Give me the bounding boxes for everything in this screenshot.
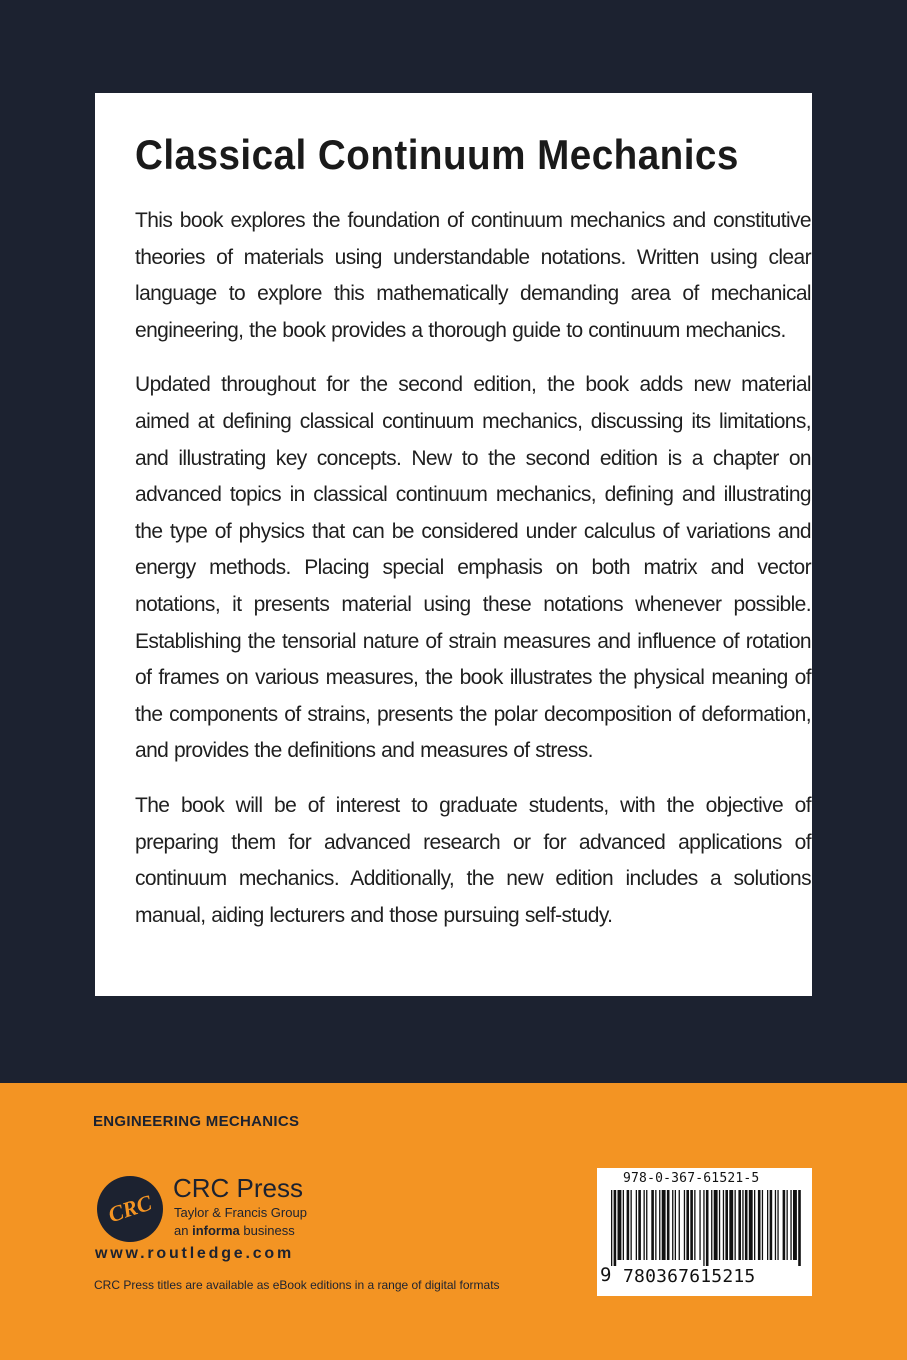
description-paragraph-3: The book will be of interest to graduate students, with the objective of preparing them for advanced research or for advanced applications of continuum mechanics. Additionally, the new edition includes a solutions manual, aiding lecturers and those pursuing self-study.	[135, 793, 811, 927]
description-panel	[95, 93, 812, 996]
barcode-bar	[662, 1190, 666, 1260]
barcode-bar	[798, 1190, 801, 1266]
barcode-bar	[729, 1190, 733, 1260]
barcode-bar	[719, 1190, 720, 1260]
barcode-bar	[646, 1190, 647, 1260]
barcode-bar	[699, 1190, 700, 1260]
barcode-bar	[611, 1190, 612, 1266]
barcode-bar	[631, 1190, 632, 1260]
isbn-barcode	[597, 1168, 812, 1296]
book-description	[135, 203, 811, 952]
business-prefix: an	[174, 1223, 189, 1238]
publisher-website: www.routledge.com	[95, 1245, 295, 1262]
barcode-bar	[735, 1190, 736, 1260]
barcode-bar	[783, 1190, 786, 1260]
barcode-bar	[775, 1190, 776, 1260]
isbn-digit-first: 9	[600, 1264, 612, 1286]
barcode-bar	[723, 1190, 724, 1260]
barcode-bar	[706, 1190, 709, 1266]
barcode-bar	[686, 1190, 689, 1260]
barcode-bar	[767, 1190, 768, 1260]
barcode-bar	[659, 1190, 660, 1260]
barcode-bar	[644, 1190, 645, 1260]
barcode-bars-icon	[611, 1190, 803, 1266]
isbn-label: 978-0-367-61521-5	[623, 1171, 760, 1186]
barcode-bar	[793, 1190, 797, 1260]
barcode-bar	[690, 1190, 693, 1260]
publisher-name: CRC Press	[173, 1173, 304, 1203]
barcode-bar	[667, 1190, 670, 1260]
barcode-bar	[711, 1190, 712, 1260]
barcode-bar	[638, 1190, 641, 1260]
barcode-bar	[762, 1190, 763, 1260]
barcode-bar	[725, 1190, 728, 1260]
subject-category: ENGINEERING MECHANICS	[93, 1113, 300, 1130]
barcode-bar	[754, 1190, 755, 1260]
barcode-bar	[679, 1190, 680, 1260]
barcode-bar	[623, 1190, 624, 1260]
cover-bottom-band	[0, 1083, 907, 1360]
barcode-bar	[777, 1190, 778, 1260]
crc-logo-text: CRC	[105, 1189, 155, 1228]
business-suffix: business	[243, 1223, 295, 1238]
barcode-bar	[742, 1190, 743, 1260]
barcode-bar	[636, 1190, 637, 1260]
barcode-bar	[694, 1190, 695, 1260]
barcode-bar	[714, 1190, 718, 1260]
barcode-bar	[758, 1190, 761, 1260]
barcode-bar	[703, 1190, 704, 1266]
crc-logo-icon	[96, 1175, 164, 1243]
barcode-bar	[614, 1190, 617, 1266]
barcode-bar	[790, 1190, 791, 1260]
barcode-bar	[770, 1190, 773, 1260]
description-paragraph-1: This book explores the foundation of continuum mechanics and constitutive theories of materials using understandable notations. Written using clear language to explore this mathematically demanding area of mechanical engineering, the book provides a thorough guide to continuum mechanics.	[135, 209, 811, 342]
barcode-bar	[738, 1190, 741, 1260]
barcode-bar	[749, 1190, 753, 1260]
barcode-bar	[787, 1190, 788, 1260]
barcode-bar	[684, 1190, 685, 1260]
publisher-group: Taylor & Francis Group	[174, 1205, 307, 1220]
barcode-bar	[627, 1190, 630, 1260]
barcode-bar	[672, 1190, 673, 1260]
barcode-bar	[675, 1190, 676, 1260]
business-brand: informa	[192, 1223, 240, 1238]
barcode-bar	[618, 1190, 622, 1260]
publisher-business-line	[174, 1223, 295, 1238]
isbn-digits: 780367615215	[623, 1266, 756, 1287]
description-paragraph-2: Updated throughout for the second edition, the book adds new material aimed at defining classical continuum mechanics, discussing its limitations, and illustrating key concepts. New to the second edition is a chapter on advanced topics in classical continuum mechanics, defining and illustrating the type of physics that can be considered under calculus of variations and energy methods. Placing special emphasis on both matrix and vector notations, it presents material using these notations whenever possible. Establishing the tensorial nature of strain measures and influence of rotation of frames on various measures, the book illustrates the physical meaning of the components of strains, presents the polar decomposition of deformation, and provides the definitions and measures of stress.	[135, 373, 811, 763]
book-title: Classical Continuum Mechanics	[135, 131, 739, 178]
barcode-bar	[745, 1190, 748, 1260]
barcode-bar	[655, 1190, 656, 1260]
barcode-bar	[651, 1190, 654, 1260]
ebook-note: CRC Press titles are available as eBook editions in a range of digital formats	[94, 1278, 500, 1292]
